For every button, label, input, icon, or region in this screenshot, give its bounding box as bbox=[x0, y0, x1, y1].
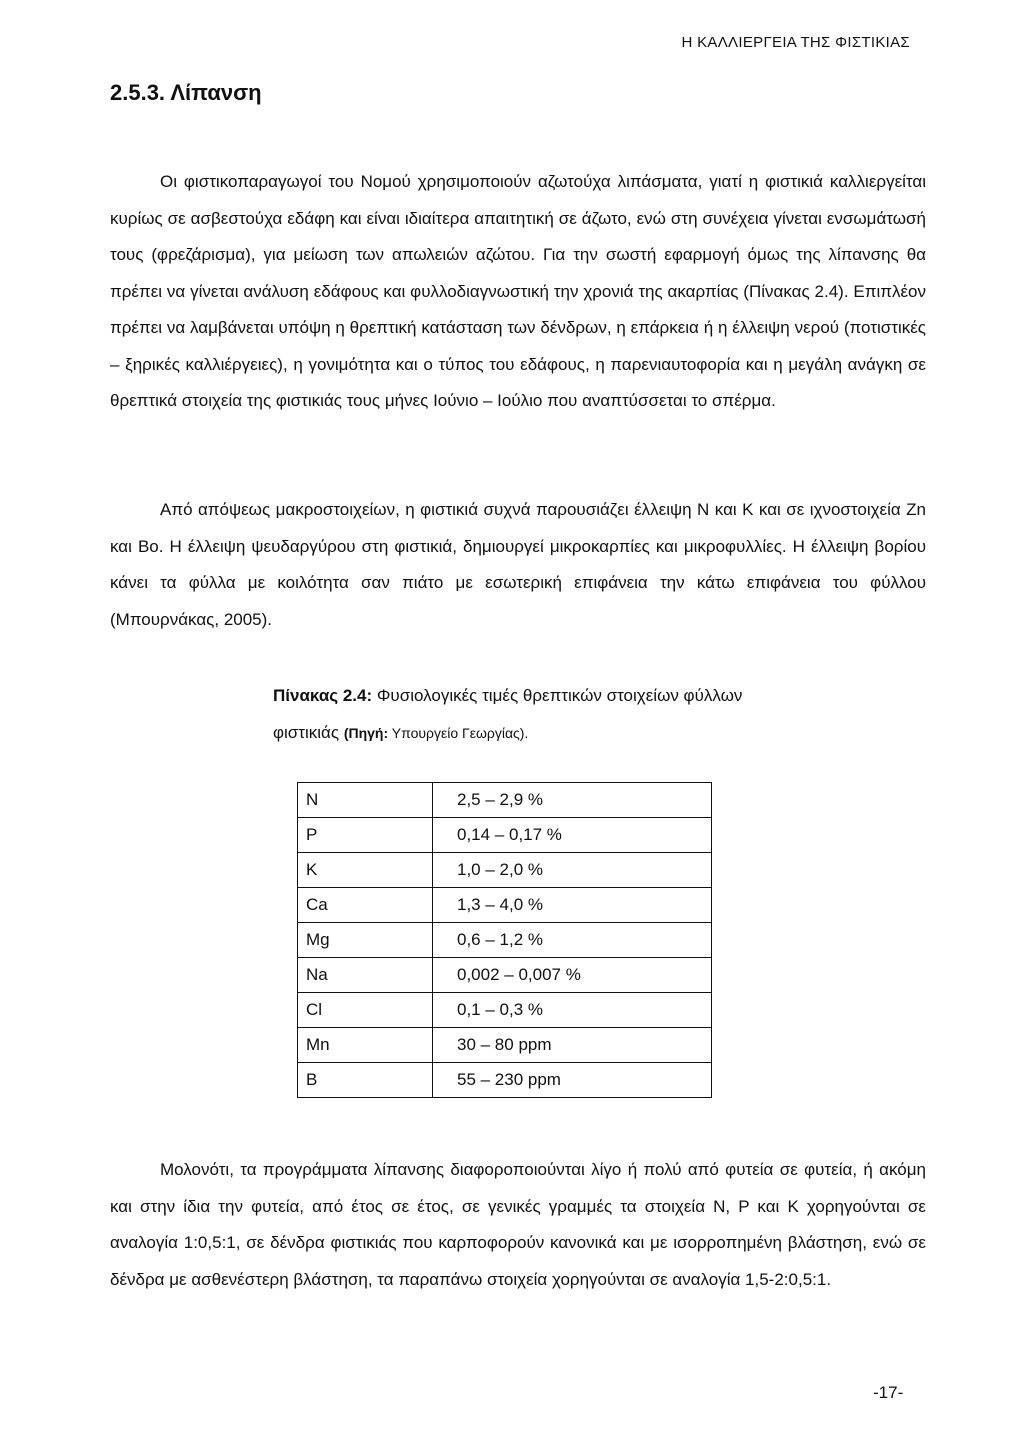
table-caption bbox=[273, 677, 758, 752]
value-cell: 30 – 80 ppm bbox=[433, 1028, 712, 1063]
table-row bbox=[298, 783, 712, 818]
element-cell: P bbox=[298, 818, 433, 853]
table-row bbox=[298, 1063, 712, 1098]
element-cell: Ca bbox=[298, 888, 433, 923]
value-cell: 0,14 – 0,17 % bbox=[433, 818, 712, 853]
table-row bbox=[298, 1028, 712, 1063]
value-cell: 0,6 – 1,2 % bbox=[433, 923, 712, 958]
value-cell: 55 – 230 ppm bbox=[433, 1063, 712, 1098]
paragraph-text: Οι φιστικοπαραγωγοί του Νομού χρησιμοποιούν αζωτούχα λιπάσματα, γιατί η φιστικιά καλλιεργείται κυρίως σε ασβεστούχα εδάφη και είναι ιδιαίτερα απαιτητική σε άζωτο, ενώ στη συνέχεια γίνεται ενσωμάτωσή τους (φρεζάρισμα), για μείωση των απωλειών αζώτου. Για την σωστή εφαρμογή όμως της λίπανσης θα πρέπει να γίνεται ανάλυση εδάφους και φυλλοδιαγνωστική την χρονιά της ακαρπίας (Πίνακας 2.4). Επιπλέον πρέπει να λαμβάνεται υπόψη η θρεπτική κατάσταση των δένδρων, η επάρκεια ή η έλλειψη νερού (ποτιστικές – ξηρικές καλλιέργειες), η γονιμότητα και ο τύπος του εδάφους, η παρενιαυτοφορία και η μεγάλη ανάγκη σε θρεπτικά στοιχεία της φιστικιάς τους μήνες Ιούνιο – Ιούλιο που αναπτύσσεται το σπέρμα. bbox=[110, 172, 926, 410]
section-title: 2.5.3. Λίπανση bbox=[110, 80, 262, 105]
table-caption-label: Πίνακας 2.4: bbox=[273, 686, 373, 705]
paragraph-fertilization-intro bbox=[110, 164, 926, 420]
element-cell: B bbox=[298, 1063, 433, 1098]
table-row bbox=[298, 818, 712, 853]
table-caption-text: Φυσιολογικές τιμές θρεπτικών στοιχείων φύλλων φιστικιάς bbox=[273, 686, 743, 742]
page-number: -17- bbox=[873, 1383, 904, 1402]
table-row bbox=[298, 923, 712, 958]
element-cell: Mn bbox=[298, 1028, 433, 1063]
table-row bbox=[298, 958, 712, 993]
value-cell: 1,0 – 2,0 % bbox=[433, 853, 712, 888]
element-cell: Na bbox=[298, 958, 433, 993]
nutrient-values-table bbox=[297, 782, 712, 1098]
paragraph-fertilizer-ratios bbox=[110, 1152, 926, 1298]
paragraph-text: Από απόψεως μακροστοιχείων, η φιστικιά συχνά παρουσιάζει έλλειψη Ν και Κ και σε ιχνοστοιχεία Zn και Bo. Η έλλειψη ψευδαργύρου στη φιστικιά, δημιουργεί μικροκαρπίες και μικροφυλλίες. Η έλλειψη βορίου κάνει τα φύλλα με κοιλότητα σαν πιάτο με εσωτερική επιφάνεια την κάτω επιφάνεια του φύλλου (Μπουρνάκας, 2005). bbox=[110, 500, 926, 629]
paragraph-text: Μολονότι, τα προγράμματα λίπανσης διαφοροποιούνται λίγο ή πολύ από φυτεία σε φυτεία, ή ακόμη και στην ίδια την φυτεία, από έτος σε έτος, σε γενικές γραμμές τα στοιχεία Ν, Ρ και Κ χορηγούνται σε αναλογία 1:0,5:1, σε δένδρα φιστικιάς που καρποφορούν κανονικά και με ισορροπημένη βλάστηση, ενώ σε δένδρα με ασθενέστερη βλάστηση, τα παραπάνω στοιχεία χορηγούνται σε αναλογία 1,5-2:0,5:1. bbox=[110, 1160, 926, 1289]
element-cell: Cl bbox=[298, 993, 433, 1028]
table-row bbox=[298, 888, 712, 923]
running-header: Η ΚΑΛΛΙΕΡΓΕΙΑ ΤΗΣ ΦΙΣΤΙΚΙΑΣ bbox=[681, 34, 910, 51]
element-cell: Mg bbox=[298, 923, 433, 958]
element-cell: N bbox=[298, 783, 433, 818]
table-caption-source-label: (Πηγή: bbox=[343, 725, 389, 741]
table-row bbox=[298, 853, 712, 888]
paragraph-deficiencies bbox=[110, 492, 926, 638]
value-cell: 2,5 – 2,9 % bbox=[433, 783, 712, 818]
value-cell: 0,002 – 0,007 % bbox=[433, 958, 712, 993]
table-caption-source: Υπουργείο Γεωργίας). bbox=[388, 725, 529, 741]
table-row bbox=[298, 993, 712, 1028]
element-cell: K bbox=[298, 853, 433, 888]
value-cell: 1,3 – 4,0 % bbox=[433, 888, 712, 923]
value-cell: 0,1 – 0,3 % bbox=[433, 993, 712, 1028]
